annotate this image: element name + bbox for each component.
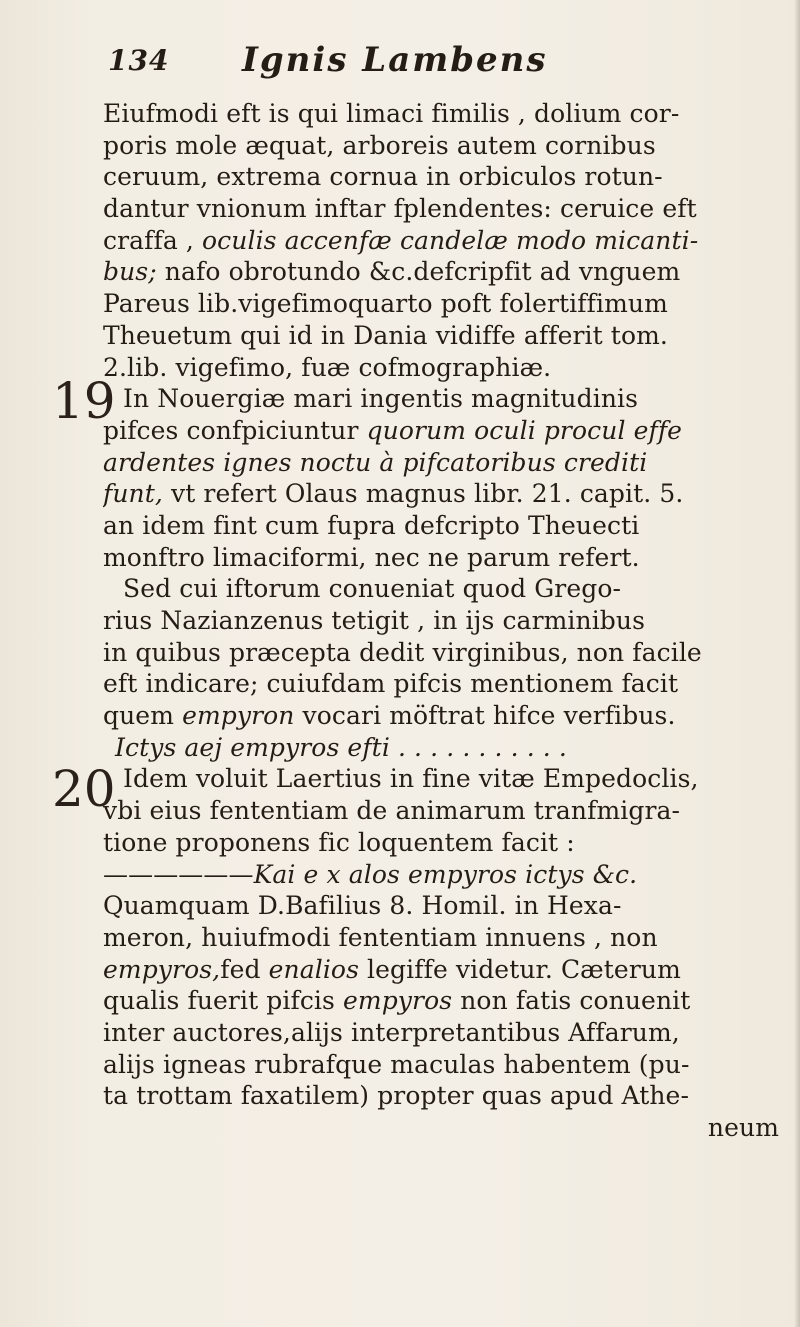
text-segment: 2.lib. vigefimo, fuæ cofmographiæ. [103, 352, 552, 382]
text-line [103, 573, 793, 605]
text-segment: pifces confpiciuntur [103, 415, 367, 445]
text-segment: quem [103, 701, 183, 731]
text-segment: nafo obrotundo &c.defcripfit ad vnguem [156, 257, 681, 287]
text-line [103, 1017, 793, 1049]
text-line [103, 985, 793, 1017]
text-segment: alijs igneas rubrafque maculas habentem (pu- [103, 1049, 690, 1079]
text-segment: Theuetum qui id in Dania vidiffe afferit tom. [103, 320, 668, 350]
running-title: Ignis Lambens [242, 40, 548, 80]
text-line [103, 890, 793, 922]
page-number: 134 [108, 44, 170, 77]
text-segment: Sed cui iftorum conueniat quod Grego- [123, 574, 622, 604]
text-line [103, 859, 793, 891]
text-line [103, 1112, 793, 1144]
text-segment: Pareus lib.vigefimoquarto poft folertiffimum [103, 289, 668, 319]
italic-segment: bus; [103, 257, 157, 287]
text-segment: Quamquam D.Bafilius 8. Homil. in Hexa- [103, 891, 622, 921]
text-line [103, 700, 793, 732]
text-segment: monftro limaciformi, nec ne parum refert. [103, 542, 640, 572]
text-line [103, 542, 793, 574]
text-segment: craffa , [103, 225, 203, 255]
text-segment: vt refert Olaus magnus libr. 21. capit. 5. [162, 479, 684, 509]
italic-segment: quorum oculi procul effe [366, 415, 683, 445]
italic-segment: empyros, [103, 954, 221, 984]
italic-segment: empyros [343, 986, 453, 1016]
running-head [100, 38, 700, 78]
text-segment: vbi eius fententiam de animarum tranfmigra- [103, 796, 681, 826]
text-line [103, 510, 793, 542]
text-line [103, 415, 793, 447]
text-segment: tione proponens fic loquentem facit : [103, 827, 575, 857]
italic-segment: Kai e x alos empyros ictys &c. [253, 859, 638, 889]
text-line [103, 256, 793, 288]
text-segment: ceruum, extrema cornua in orbiculos rotun- [103, 162, 663, 192]
text-segment: legiffe videtur. Cæterum [359, 954, 681, 984]
text-segment: —————— [103, 859, 254, 889]
text-segment: non fatis conuenit [452, 986, 691, 1016]
text-line [103, 1080, 793, 1112]
italic-segment: funt, [103, 479, 163, 509]
text-line [103, 1049, 793, 1081]
text-line [103, 795, 793, 827]
text-line [103, 225, 793, 257]
text-segment: poris mole æquat, arboreis autem cornibus [103, 130, 656, 160]
text-line [103, 98, 793, 130]
text-line [103, 763, 793, 795]
text-segment: an idem fint cum fupra defcripto Theuecti [103, 510, 640, 540]
text-segment: in quibus præcepta dedit virginibus, non facile [103, 637, 702, 667]
italic-segment: Ictys aej empyros efti . . . . . . . . . . . [115, 732, 567, 762]
text-segment: meron, huiufmodi fententiam innuens , non [103, 922, 658, 952]
text-line [103, 637, 793, 669]
text-line [103, 130, 793, 162]
italic-segment: oculis accenfæ candelæ modo micanti- [202, 225, 699, 255]
italic-segment: enalios [268, 954, 359, 984]
text-line [103, 478, 793, 510]
text-segment: neum [707, 1113, 779, 1142]
margin-number-20: 20 [52, 760, 116, 818]
text-line [103, 320, 793, 352]
text-line [103, 383, 793, 415]
page-edge-shadow [794, 0, 800, 1327]
body-text [103, 98, 793, 1144]
text-line [103, 922, 793, 954]
italic-segment: empyron [182, 701, 295, 731]
text-segment: fed [220, 954, 269, 984]
text-line [103, 161, 793, 193]
text-line [103, 352, 793, 384]
text-segment: vocari möftrat hifce verfibus. [294, 701, 676, 731]
text-line [103, 447, 793, 479]
text-line [103, 193, 793, 225]
text-line [103, 827, 793, 859]
italic-segment: ardentes ignes noctu à pifcatoribus crediti [103, 447, 648, 477]
text-segment: Idem voluit Laertius in fine vitæ Empedoclis, [123, 764, 699, 794]
margin-number-19: 19 [52, 372, 116, 430]
text-segment: ta trottam faxatilem) propter quas apud Athe- [103, 1081, 689, 1111]
text-line [103, 288, 793, 320]
text-segment: eft indicare; cuiufdam pifcis mentionem facit [103, 669, 679, 699]
text-line [103, 668, 793, 700]
text-segment: Eiufmodi eft is qui limaci fimilis , dolium cor- [103, 99, 680, 128]
text-line [103, 732, 793, 764]
text-segment: qualis fuerit pifcis [103, 986, 343, 1016]
text-segment: In Nouergiæ mari ingentis magnitudinis [123, 384, 639, 414]
text-line [103, 954, 793, 986]
text-line [103, 605, 793, 637]
text-segment: rius Nazianzenus tetigit , in ijs carminibus [103, 606, 646, 635]
text-segment: inter auctores,alijs interpretantibus Affarum, [103, 1017, 680, 1047]
text-segment: dantur vnionum inftar fplendentes: ceruice eft [103, 194, 697, 224]
